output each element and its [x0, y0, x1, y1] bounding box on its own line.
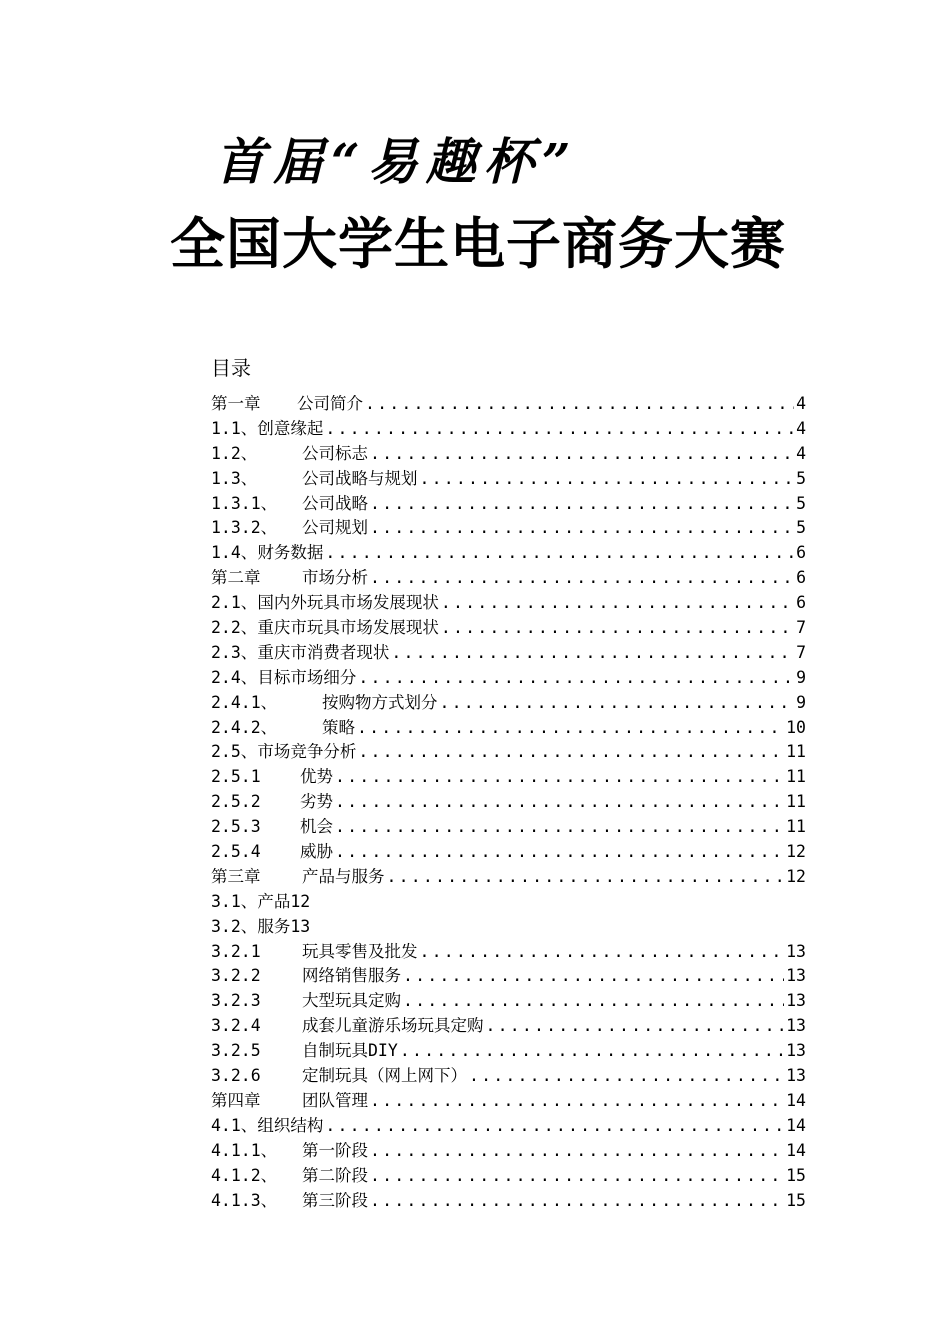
- toc-entry-number: 2.5.4: [211, 842, 261, 862]
- toc-entry[interactable]: [211, 541, 806, 566]
- toc-entry-number: 2.1、: [211, 593, 258, 613]
- toc-dot-leader: [365, 392, 794, 417]
- toc-dot-leader: [370, 442, 794, 467]
- toc-entry-page: 13: [786, 1066, 806, 1086]
- toc-entry-title: 威胁: [300, 842, 333, 862]
- toc-entry[interactable]: [211, 716, 806, 741]
- toc-entry-number: 3.2.3: [211, 991, 261, 1011]
- toc-entry-number: 2.3、: [211, 642, 258, 662]
- toc-dot-leader: [335, 840, 784, 865]
- toc-dot-leader: [325, 417, 794, 442]
- toc-entry-title: 成套儿童游乐场玩具定购: [302, 1016, 484, 1036]
- toc-entry[interactable]: [211, 989, 806, 1014]
- toc-entry[interactable]: [211, 566, 806, 591]
- toc-entry[interactable]: [211, 765, 806, 790]
- toc-entry-page: 6: [796, 568, 806, 588]
- toc-entry-page: 12: [290, 891, 311, 911]
- toc-entry[interactable]: [211, 964, 806, 989]
- toc-entry-page: 11: [786, 742, 806, 762]
- toc-entry-number: 3.2.6: [211, 1066, 261, 1086]
- toc-entry-title: 团队管理: [302, 1090, 368, 1110]
- toc-entry-page: 9: [796, 667, 806, 687]
- toc-dot-leader: [370, 492, 794, 517]
- toc-entry-page: 7: [796, 618, 806, 638]
- toc-entry-number: 1.2、: [211, 443, 258, 463]
- toc-entry[interactable]: [211, 492, 806, 517]
- toc-dot-leader: [387, 865, 785, 890]
- toc-entry-page: 11: [786, 817, 806, 837]
- toc-entry-title: 自制玩具DIY: [302, 1041, 398, 1061]
- toc-entry-title: 重庆市消费者现状: [257, 642, 390, 662]
- toc-entry[interactable]: [211, 840, 806, 865]
- toc-entry-page: 14: [786, 1140, 806, 1160]
- toc-entry-number: 3.2、: [211, 916, 258, 936]
- toc-entry[interactable]: [211, 442, 806, 467]
- toc-dot-leader: [441, 616, 794, 641]
- toc-entry[interactable]: [211, 940, 806, 965]
- toc-entry-number: 4.1.2、: [211, 1165, 278, 1185]
- toc-entry-page: 9: [796, 692, 806, 712]
- toc-entry[interactable]: [211, 591, 806, 616]
- toc-dot-leader: [325, 541, 794, 566]
- toc-entry-title: 服务: [257, 916, 291, 936]
- toc-dot-leader: [370, 1189, 784, 1214]
- toc-dot-leader: [370, 1139, 784, 1164]
- toc-entry-number: 3.2.1: [211, 941, 261, 961]
- toc-entry-page: 5: [796, 468, 806, 488]
- toc-entry-number: 2.5.2: [211, 792, 261, 812]
- toc-entry-title: 玩具零售及批发: [302, 941, 418, 961]
- toc-entry-number: 3.2.5: [211, 1041, 261, 1061]
- toc-entry-title: 国内外玩具市场发展现状: [257, 593, 439, 613]
- toc-entry-number: 1.4、: [211, 543, 258, 563]
- toc-dot-leader: [335, 790, 784, 815]
- toc-entry[interactable]: [211, 516, 806, 541]
- toc-entry[interactable]: [211, 740, 806, 765]
- toc-entry-title: 策略: [322, 717, 355, 737]
- table-of-contents: [211, 392, 806, 1213]
- toc-entry-number: 2.5、: [211, 742, 258, 762]
- toc-entry-title: 市场竞争分析: [257, 742, 357, 762]
- toc-entry-page: 4: [796, 394, 806, 413]
- toc-entry-page: 13: [786, 1016, 806, 1036]
- toc-entry-page: 13: [786, 1041, 806, 1061]
- toc-entry-title: 公司简介: [297, 394, 363, 413]
- toc-dot-leader: [486, 1014, 785, 1039]
- toc-entry-page: 11: [786, 792, 806, 812]
- toc-entry-title: 按购物方式划分: [322, 692, 438, 712]
- toc-entry-title: 公司规划: [302, 518, 368, 538]
- toc-entry-number: 1.3.1、: [211, 493, 278, 513]
- toc-dot-leader: [370, 1164, 784, 1189]
- toc-entry[interactable]: [211, 1039, 806, 1064]
- toc-entry-title: 第三阶段: [302, 1190, 368, 1210]
- toc-dot-leader: [400, 1039, 784, 1064]
- toc-entry-number: 3.2.4: [211, 1016, 261, 1036]
- toc-entry-title: 产品: [257, 891, 291, 911]
- toc-entry-title: 第二阶段: [302, 1165, 368, 1185]
- toc-entry-title: 大型玩具定购: [302, 991, 401, 1011]
- toc-entry-title: 公司战略: [302, 493, 368, 513]
- toc-entry[interactable]: [211, 467, 806, 492]
- title-line-2: 全国大学生电子商务大赛: [170, 212, 787, 276]
- toc-entry-number: 2.4.1、: [211, 692, 278, 712]
- toc-entry-title: 公司标志: [302, 443, 368, 463]
- toc-entry[interactable]: [211, 1164, 806, 1189]
- toc-entry[interactable]: [211, 417, 806, 442]
- toc-entry-title: 网络销售服务: [302, 966, 401, 986]
- toc-entry[interactable]: [211, 1064, 806, 1089]
- toc-entry-page: 13: [290, 916, 311, 936]
- toc-entry-number: 2.5.1: [211, 767, 261, 787]
- toc-dot-leader: [358, 740, 784, 765]
- toc-dot-leader: [403, 964, 784, 989]
- toc-entry-title: 创意缘起: [257, 418, 324, 438]
- toc-entry-number: 1.3.2、: [211, 518, 278, 538]
- toc-entry-number: 第二章: [211, 568, 261, 588]
- toc-entry[interactable]: [211, 915, 806, 940]
- toc-entry-number: 4.1.1、: [211, 1140, 278, 1160]
- toc-dot-leader: [420, 467, 795, 492]
- toc-entry-number: 2.4.2、: [211, 717, 278, 737]
- toc-dot-leader: [403, 989, 784, 1014]
- toc-dot-leader: [420, 940, 785, 965]
- toc-entry-page: 13: [786, 941, 806, 961]
- toc-entry-page: 14: [786, 1115, 806, 1135]
- toc-entry-page: 13: [786, 966, 806, 986]
- toc-entry-title: 机会: [300, 817, 333, 837]
- toc-dot-leader: [358, 666, 794, 691]
- toc-entry-page: 11: [786, 767, 806, 787]
- toc-entry-page: 12: [786, 866, 806, 886]
- toc-entry-page: 6: [796, 593, 806, 613]
- toc-entry-title: 劣势: [300, 792, 333, 812]
- toc-entry[interactable]: [211, 691, 806, 716]
- toc-entry-page: 6: [796, 543, 806, 563]
- toc-dot-leader: [370, 516, 794, 541]
- toc-entry-title: 定制玩具（网上网下）: [302, 1066, 467, 1086]
- toc-dot-leader: [469, 1064, 784, 1089]
- toc-entry[interactable]: [211, 790, 806, 815]
- toc-dot-leader: [325, 1114, 784, 1139]
- title-line-1: 首届“易趣杯”: [215, 132, 579, 191]
- toc-entry-title: 目标市场细分: [257, 667, 357, 687]
- toc-entry-number: 1.1、: [211, 418, 258, 438]
- toc-entry[interactable]: [211, 890, 806, 915]
- toc-entry[interactable]: [211, 1114, 806, 1139]
- toc-entry-page: 10: [786, 717, 806, 737]
- toc-entry-number: 2.4、: [211, 667, 258, 687]
- toc-entry[interactable]: [211, 1014, 806, 1039]
- toc-entry-page: 12: [786, 842, 806, 862]
- toc-entry-page: 15: [786, 1165, 806, 1185]
- toc-dot-leader: [335, 815, 784, 840]
- toc-entry-page: 4: [796, 443, 806, 463]
- toc-dot-leader: [335, 765, 784, 790]
- toc-entry-number: 第四章: [211, 1090, 261, 1110]
- toc-entry-title: 财务数据: [257, 543, 324, 563]
- toc-heading: 目录: [211, 356, 251, 380]
- toc-entry[interactable]: [211, 1139, 806, 1164]
- toc-dot-leader: [440, 691, 795, 716]
- toc-entry-title: 第一阶段: [302, 1140, 368, 1160]
- toc-entry-number: 3.2.2: [211, 966, 261, 986]
- toc-entry-number: 4.1、: [211, 1115, 258, 1135]
- toc-entry-title: 公司战略与规划: [302, 468, 418, 488]
- toc-entry-title: 优势: [300, 767, 333, 787]
- toc-entry[interactable]: [211, 865, 806, 890]
- toc-entry-page: 5: [796, 518, 806, 538]
- toc-entry-page: 4: [796, 418, 806, 438]
- toc-entry-number: 1.3、: [211, 468, 258, 488]
- toc-entry[interactable]: [211, 1189, 806, 1214]
- toc-entry-page: 15: [786, 1190, 806, 1210]
- toc-entry-title: 产品与服务: [302, 866, 385, 886]
- toc-entry-title: 市场分析: [302, 568, 368, 588]
- toc-entry-page: 7: [796, 642, 806, 662]
- toc-dot-leader: [370, 566, 794, 591]
- toc-entry-page: 5: [796, 493, 806, 513]
- toc-entry-number: 2.5.3: [211, 817, 261, 837]
- toc-entry[interactable]: [211, 616, 806, 641]
- toc-entry[interactable]: [211, 392, 806, 417]
- toc-entry[interactable]: [211, 641, 806, 666]
- toc-entry-page: 14: [786, 1090, 806, 1110]
- toc-dot-leader: [391, 641, 794, 666]
- toc-entry-page: 13: [786, 991, 806, 1011]
- toc-entry-number: 第三章: [211, 866, 261, 886]
- toc-dot-leader: [370, 1089, 784, 1114]
- toc-dot-leader: [441, 591, 794, 616]
- toc-entry[interactable]: [211, 666, 806, 691]
- toc-entry[interactable]: [211, 1089, 806, 1114]
- toc-entry-number: 2.2、: [211, 618, 258, 638]
- toc-entry-number: 3.1、: [211, 891, 258, 911]
- toc-dot-leader: [357, 716, 784, 741]
- toc-entry-number: 第一章: [211, 394, 261, 413]
- toc-entry-title: 组织结构: [257, 1115, 324, 1135]
- toc-entry[interactable]: [211, 815, 806, 840]
- toc-entry-title: 重庆市玩具市场发展现状: [257, 618, 439, 638]
- toc-entry-number: 4.1.3、: [211, 1190, 278, 1210]
